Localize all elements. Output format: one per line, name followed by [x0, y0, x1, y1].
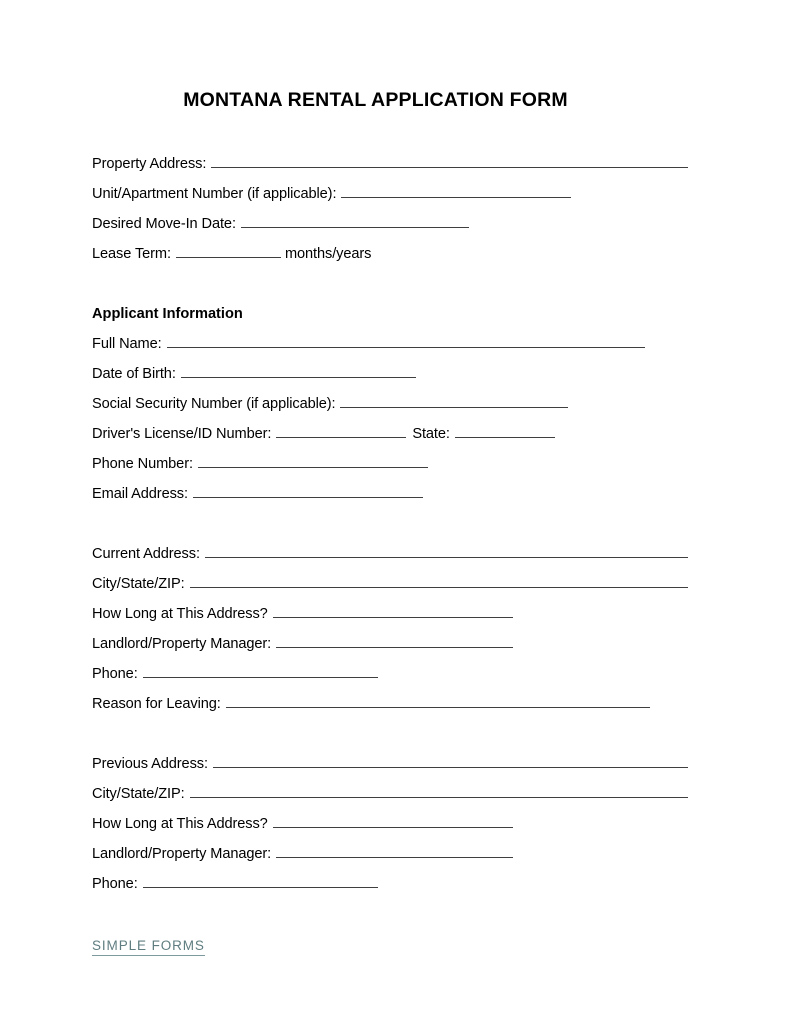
field-label-state: State: [412, 426, 450, 442]
applicant-section [92, 305, 692, 515]
field-label-phone-number: Phone Number: [92, 456, 193, 472]
field-label-move-in-date: Desired Move-In Date: [92, 216, 236, 232]
field-label-reason-for-leaving: Reason for Leaving: [92, 696, 221, 712]
field-row-previous-landlord-phone [92, 875, 692, 905]
previous-address-section [92, 755, 692, 905]
field-row-drivers-license [92, 425, 692, 455]
field-label-previous-duration: How Long at This Address? [92, 816, 268, 832]
field-label-property-address: Property Address: [92, 156, 207, 172]
field-blank-current-duration[interactable] [273, 605, 513, 618]
field-blank-date-of-birth[interactable] [181, 365, 416, 378]
field-blank-phone-number[interactable] [198, 455, 428, 468]
field-row-current-duration [92, 605, 692, 635]
field-blank-current-landlord[interactable] [276, 635, 513, 648]
field-label-current-address: Current Address: [92, 546, 200, 562]
field-label-email-address: Email Address: [92, 486, 188, 502]
field-blank-full-name[interactable] [167, 335, 645, 348]
field-label-lease-term: Lease Term: [92, 246, 171, 262]
field-row-current-address [92, 545, 692, 575]
field-row-previous-duration [92, 815, 692, 845]
field-row-current-landlord [92, 635, 692, 665]
field-blank-state[interactable] [455, 425, 555, 438]
field-row-date-of-birth [92, 365, 692, 395]
section-heading-applicant-information: Applicant Information [92, 306, 243, 322]
current-address-section [92, 545, 692, 725]
field-blank-previous-duration[interactable] [273, 815, 513, 828]
field-row-email-address [92, 485, 692, 515]
field-label-date-of-birth: Date of Birth: [92, 366, 176, 382]
field-label-previous-landlord: Landlord/Property Manager: [92, 846, 272, 862]
field-label-previous-landlord-phone: Phone: [92, 876, 138, 892]
field-label-previous-city-state-zip: City/State/ZIP: [92, 786, 185, 802]
field-row-previous-city-state-zip [92, 785, 692, 815]
field-label-current-landlord-phone: Phone: [92, 666, 138, 682]
field-blank-lease-term[interactable] [176, 245, 281, 258]
field-blank-unit-number[interactable] [341, 185, 571, 198]
form-body [92, 155, 692, 905]
field-row-full-name [92, 335, 692, 365]
field-row-move-in-date [92, 215, 692, 245]
field-blank-previous-landlord-phone[interactable] [143, 875, 378, 888]
field-row-phone-number [92, 455, 692, 485]
field-row-reason-for-leaving [92, 695, 692, 725]
field-blank-email-address[interactable] [193, 485, 423, 498]
field-label-full-name: Full Name: [92, 336, 162, 352]
field-blank-previous-landlord[interactable] [276, 845, 513, 858]
section-spacer [92, 515, 692, 545]
field-blank-property-address[interactable] [211, 155, 688, 168]
section-spacer [92, 725, 692, 755]
field-label-unit-number: Unit/Apartment Number (if applicable): [92, 186, 337, 202]
field-row-lease-term [92, 245, 692, 275]
field-row-unit-number [92, 185, 692, 215]
field-blank-current-address[interactable] [205, 545, 688, 558]
field-row-previous-landlord [92, 845, 692, 875]
field-blank-previous-address[interactable] [213, 755, 688, 768]
field-blank-current-landlord-phone[interactable] [143, 665, 378, 678]
field-blank-current-city-state-zip[interactable] [190, 575, 688, 588]
field-blank-move-in-date[interactable] [241, 215, 469, 228]
field-label-social-security-number: Social Security Number (if applicable): [92, 396, 336, 412]
field-row-current-landlord-phone [92, 665, 692, 695]
field-blank-reason-for-leaving[interactable] [226, 695, 650, 708]
field-blank-drivers-license[interactable] [276, 425, 406, 438]
property-section [92, 155, 692, 275]
field-blank-previous-city-state-zip[interactable] [190, 785, 688, 798]
field-label-current-duration: How Long at This Address? [92, 606, 268, 622]
field-label-previous-address: Previous Address: [92, 756, 208, 772]
field-suffix-lease-term: months/years [284, 246, 372, 262]
field-label-current-landlord: Landlord/Property Manager: [92, 636, 272, 652]
field-row-property-address [92, 155, 692, 185]
field-row-social-security-number [92, 395, 692, 425]
field-blank-social-security-number[interactable] [340, 395, 568, 408]
field-label-drivers-license: Driver's License/ID Number: [92, 426, 272, 442]
section-spacer [92, 275, 692, 305]
page-title: MONTANA RENTAL APPLICATION FORM [183, 89, 568, 111]
field-row-current-city-state-zip [92, 575, 692, 605]
footer-brand-link[interactable]: SIMPLE FORMS [92, 938, 205, 956]
field-row-previous-address [92, 755, 692, 785]
field-label-current-city-state-zip: City/State/ZIP: [92, 576, 185, 592]
